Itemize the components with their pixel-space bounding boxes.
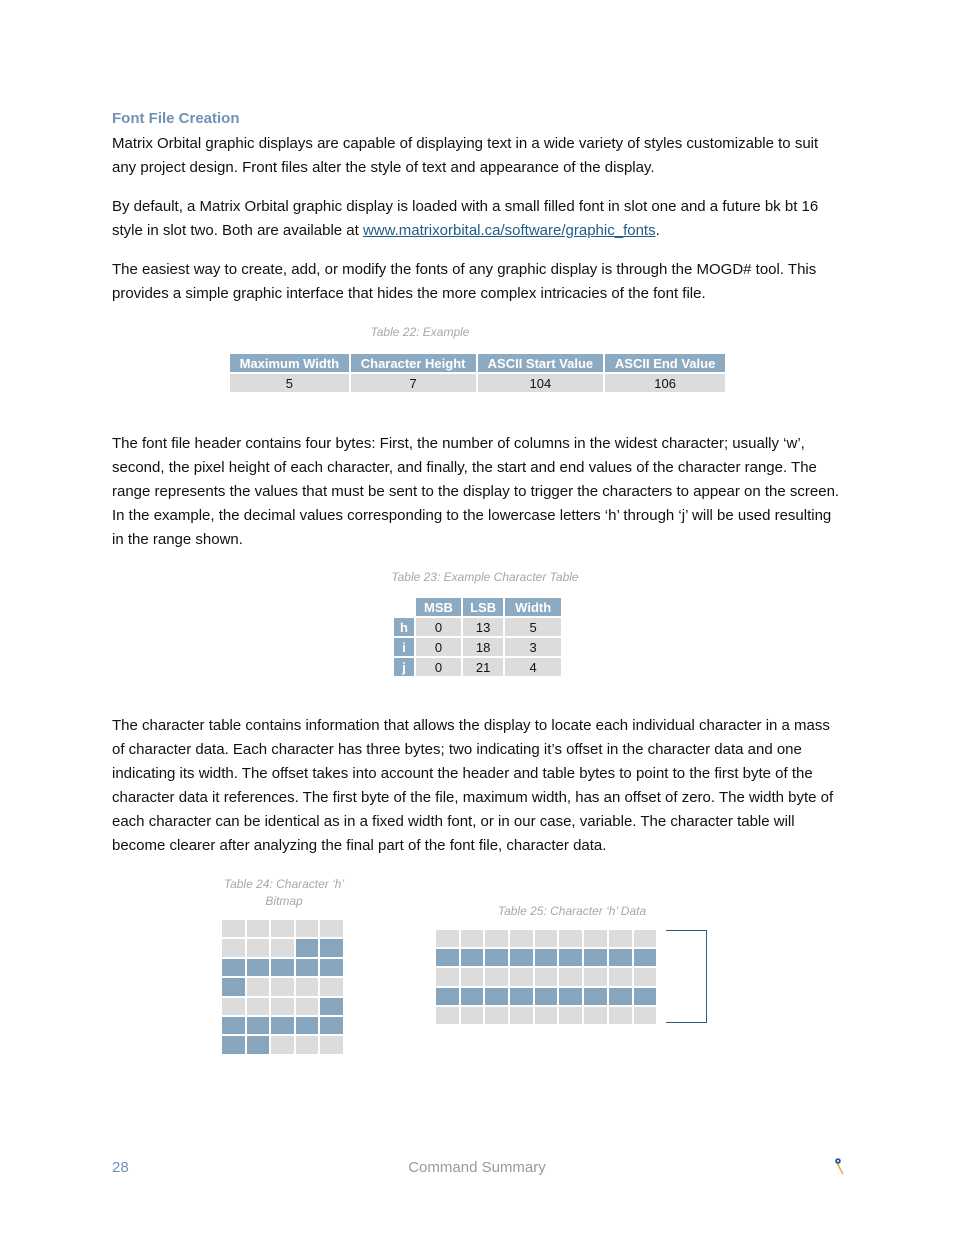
data-bit-off [461, 930, 484, 947]
data-bit-off [485, 968, 508, 985]
footer-title: Command Summary [408, 1159, 546, 1176]
data-bit-off [559, 930, 582, 947]
bitmap-pixel-off [222, 939, 245, 956]
data-bit-off [584, 1007, 607, 1024]
data-bit-off [609, 968, 632, 985]
table-22-value-cell: 5 [229, 373, 350, 393]
table-23-row [393, 637, 562, 657]
table-23-character-table [392, 596, 563, 678]
page-number: 28 [112, 1159, 129, 1176]
table-23-value-cell: 0 [415, 657, 462, 677]
table-22-header-cell: Maximum Width [229, 353, 350, 373]
bitmap-pixel-off [320, 920, 343, 937]
table-23-body [393, 617, 562, 677]
data-bit-off [485, 930, 508, 947]
bitmap-pixel-on [320, 959, 343, 976]
table-23-row [393, 617, 562, 637]
data-bit-off [535, 930, 558, 947]
bitmap-pixel-off [222, 998, 245, 1015]
bitmap-pixel-off [247, 998, 270, 1015]
data-bit-on [510, 949, 533, 966]
table-22-caption: Table 22: Example [370, 325, 470, 339]
data-bit-off [485, 1007, 508, 1024]
table-23-value-cell: 0 [415, 637, 462, 657]
data-bit-off [461, 968, 484, 985]
bitmap-pixel-off [247, 978, 270, 995]
matrix-orbital-logo-icon [832, 1156, 846, 1176]
data-bit-on [510, 988, 533, 1005]
table-25-caption: Table 25: Character ‘h’ Data [497, 904, 647, 918]
table-23-value-cell: 5 [504, 617, 562, 637]
table-22-value-cell: 104 [477, 373, 605, 393]
bitmap-pixel-off [320, 978, 343, 995]
data-bit-off [436, 1007, 459, 1024]
data-bit-on [584, 988, 607, 1005]
data-bit-on [485, 949, 508, 966]
data-bit-off [510, 1007, 533, 1024]
bitmap-pixel-off [296, 978, 319, 995]
data-bit-off [584, 968, 607, 985]
bitmap-pixel-off [271, 978, 294, 995]
table-23-row [393, 657, 562, 677]
table-22-header-cell: ASCII End Value [604, 353, 726, 373]
table-22-value-row [229, 373, 726, 393]
bitmap-pixel-on [247, 1036, 270, 1053]
data-bit-off [510, 930, 533, 947]
data-bit-off [535, 1007, 558, 1024]
paragraph-intro: Matrix Orbital graphic displays are capable of displaying text in a wide variety of styles customizable to suit any project design. Front files alter the style of text and appearance of the display. [112, 135, 819, 176]
character-h-data-grid [436, 930, 656, 1024]
table-23-header-row [393, 597, 562, 617]
bitmap-pixel-on [222, 1017, 245, 1034]
table-24-caption-line2: Bitmap [265, 894, 303, 908]
bitmap-pixel-on [296, 939, 319, 956]
data-bit-on [559, 949, 582, 966]
table-23-caption: Table 23: Example Character Table [391, 570, 579, 584]
table-23-value-cell: 0 [415, 617, 462, 637]
table-22-header-row [229, 353, 726, 373]
table-23-header-cell: LSB [462, 597, 504, 617]
paragraph-header-bytes: The font file header contains four bytes: First, the number of columns in the widest character; usually ‘w’, second, the pixel height of each character, and finally, the start and end values of the character range. The range represents the values that must be sent to the display to trigger the characters to appear on the screen. In the example, the decimal values corresponding to the lowercase letters ‘h’ through ‘j’ will be used resulting in the range shown. [112, 435, 840, 548]
data-bit-off [436, 968, 459, 985]
data-bit-off [461, 1007, 484, 1024]
table-22-header-cell: Character Height [350, 353, 477, 373]
data-bit-off [559, 1007, 582, 1024]
data-bit-on [461, 949, 484, 966]
bitmap-pixel-on [271, 1017, 294, 1034]
data-bit-off [510, 968, 533, 985]
bitmap-pixel-off [271, 939, 294, 956]
bitmap-pixel-on [296, 959, 319, 976]
bitmap-pixel-off [296, 1036, 319, 1053]
table-23-corner-cell [393, 597, 415, 617]
data-bit-on [461, 988, 484, 1005]
bitmap-pixel-off [320, 1036, 343, 1053]
character-h-bitmap [222, 920, 343, 1054]
table-23-row-label: j [393, 657, 415, 677]
table-24-caption-line1: Table 24: Character ‘h’ [223, 877, 345, 891]
data-bit-on [634, 988, 657, 1005]
table-23-value-cell: 4 [504, 657, 562, 677]
bitmap-pixel-on [247, 959, 270, 976]
table-23-row-label: h [393, 617, 415, 637]
bitmap-pixel-off [271, 920, 294, 937]
data-bit-off [584, 930, 607, 947]
bitmap-pixel-on [222, 978, 245, 995]
data-bit-on [535, 949, 558, 966]
data-bit-off [634, 968, 657, 985]
table-22-value-cell: 106 [604, 373, 726, 393]
data-bit-on [634, 949, 657, 966]
graphic-fonts-link[interactable]: www.matrixorbital.ca/software/graphic_fonts [362, 222, 656, 239]
data-bit-off [634, 930, 657, 947]
table-24-caption [200, 876, 368, 910]
data-bracket [666, 930, 707, 1023]
paragraph-defaults [112, 195, 842, 243]
data-bit-off [535, 968, 558, 985]
bitmap-pixel-off [247, 939, 270, 956]
bitmap-pixel-on [271, 959, 294, 976]
bitmap-pixel-on [222, 959, 245, 976]
bitmap-pixel-off [296, 920, 319, 937]
bitmap-pixel-off [296, 998, 319, 1015]
data-bit-on [609, 949, 632, 966]
table-23-header-cell: MSB [415, 597, 462, 617]
table-23-value-cell: 18 [462, 637, 504, 657]
bitmap-pixel-on [296, 1017, 319, 1034]
data-bit-on [535, 988, 558, 1005]
table-22-header-cell: ASCII Start Value [477, 353, 605, 373]
data-bit-on [584, 949, 607, 966]
bitmap-pixel-off [271, 1036, 294, 1053]
paragraph-defaults-text: By default, a Matrix Orbital graphic display is loaded with a small filled font in slot one and a future bk bt 16 style in slot two. Both are available at [112, 198, 819, 239]
data-bit-on [559, 988, 582, 1005]
paragraph-mogd-tool: The easiest way to create, add, or modify the fonts of any graphic display is through the MOGD# tool. This provides a simple graphic interface that hides the more complex intricacies of the font file. [112, 261, 817, 302]
paragraph-defaults-end: . [655, 222, 660, 239]
table-22-value-cell: 7 [350, 373, 477, 393]
data-bit-on [436, 988, 459, 1005]
table-23-value-cell: 3 [504, 637, 562, 657]
data-bit-on [436, 949, 459, 966]
paragraph-character-table: The character table contains information that allows the display to locate each individual character in a mass of character data. Each character has three bytes; two indicating it’s offset in the character data and one indicating its width. The offset takes into account the header and table bytes to point to the first byte of the character data it references. The first byte of the file, maximum width, has an offset of zero. The width byte of each character can be identical as in a fixed width font, or in our case, variable. The character table will become clearer after analyzing the final part of the font file, character data. [112, 717, 834, 854]
bitmap-pixel-on [222, 1036, 245, 1053]
bitmap-pixel-on [247, 1017, 270, 1034]
bitmap-pixel-on [320, 1017, 343, 1034]
bitmap-pixel-off [271, 998, 294, 1015]
bitmap-pixel-off [247, 920, 270, 937]
table-22-header-example [228, 352, 727, 394]
table-23-value-cell: 21 [462, 657, 504, 677]
bitmap-pixel-on [320, 998, 343, 1015]
data-bit-on [609, 988, 632, 1005]
bitmap-pixel-on [320, 939, 343, 956]
data-bit-off [634, 1007, 657, 1024]
bitmap-pixel-off [222, 920, 245, 937]
table-23-value-cell: 13 [462, 617, 504, 637]
section-heading: Font File Creation [112, 110, 240, 127]
table-23-row-label: i [393, 637, 415, 657]
data-bit-on [485, 988, 508, 1005]
table-23-header-cell: Width [504, 597, 562, 617]
data-bit-off [559, 968, 582, 985]
data-bit-off [609, 930, 632, 947]
data-bit-off [436, 930, 459, 947]
data-bit-off [609, 1007, 632, 1024]
